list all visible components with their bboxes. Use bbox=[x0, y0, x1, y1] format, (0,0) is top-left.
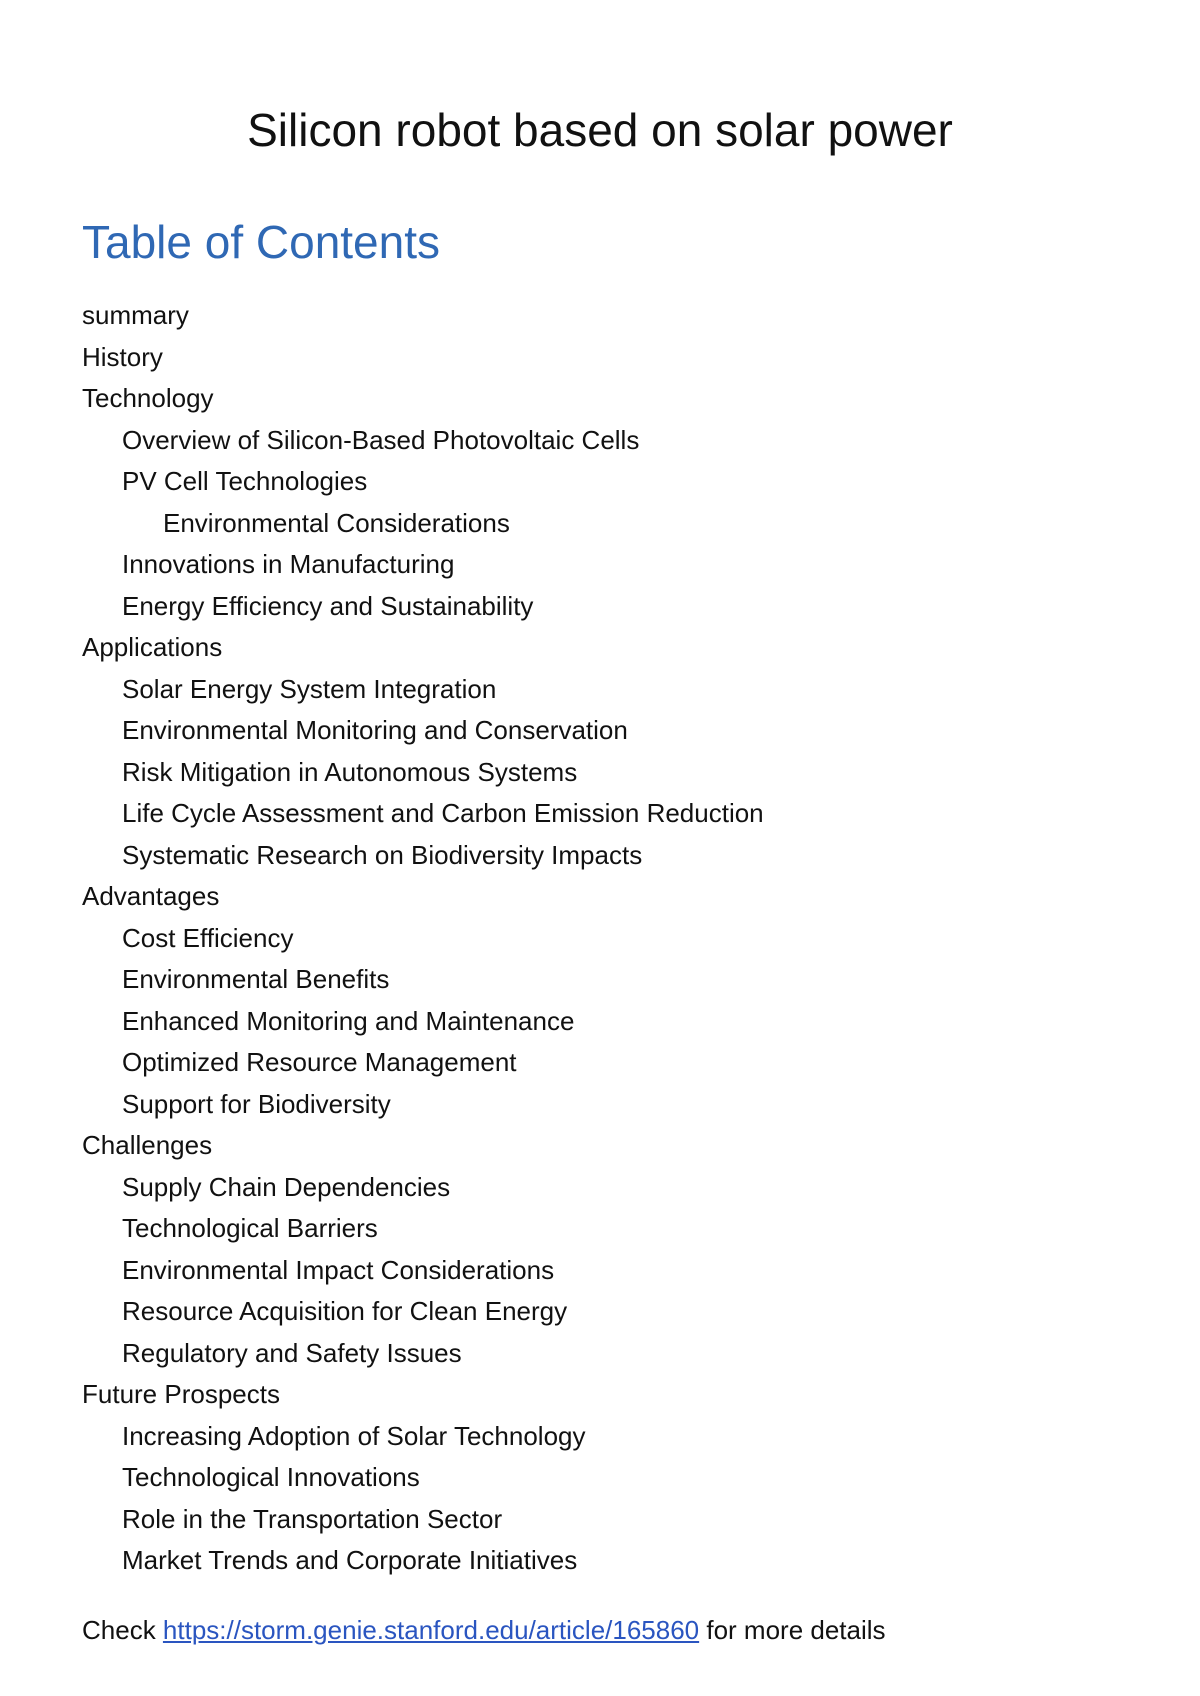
toc-item[interactable]: Environmental Impact Considerations bbox=[122, 1254, 555, 1285]
toc-item[interactable]: Energy Efficiency and Sustainability bbox=[122, 590, 534, 621]
toc-item[interactable]: Solar Energy System Integration bbox=[122, 673, 497, 704]
toc-heading: Table of Contents bbox=[82, 216, 441, 268]
toc-item[interactable]: Future Prospects bbox=[82, 1379, 280, 1409]
footer-suffix: for more details bbox=[699, 1615, 886, 1645]
article-link[interactable]: https://storm.genie.stanford.edu/article/165860 bbox=[162, 1615, 700, 1645]
toc-item[interactable]: Environmental Benefits bbox=[122, 964, 390, 994]
toc-item[interactable]: PV Cell Technologies bbox=[122, 466, 368, 496]
toc-item[interactable]: History bbox=[82, 341, 163, 372]
toc-item[interactable]: Role in the Transportation Sector bbox=[122, 1503, 503, 1534]
toc-item[interactable]: Environmental Monitoring and Conservation bbox=[122, 715, 628, 745]
footer-prefix: Check bbox=[82, 1615, 163, 1645]
toc-item[interactable]: Systematic Research on Biodiversity Impacts bbox=[122, 839, 643, 870]
toc-item[interactable]: Increasing Adoption of Solar Technology bbox=[122, 1420, 586, 1451]
toc-item[interactable]: Advantages bbox=[82, 881, 220, 911]
toc-list bbox=[82, 295, 764, 1582]
toc-item[interactable]: summary bbox=[82, 300, 189, 330]
toc-item[interactable]: Challenges bbox=[82, 1130, 213, 1160]
toc-item[interactable]: Overview of Silicon-Based Photovoltaic Cells bbox=[122, 424, 640, 455]
toc-item[interactable]: Risk Mitigation in Autonomous Systems bbox=[122, 756, 578, 787]
toc-item[interactable]: Market Trends and Corporate Initiatives bbox=[122, 1545, 578, 1575]
toc-item[interactable]: Optimized Resource Management bbox=[122, 1047, 517, 1077]
toc-item[interactable]: Cost Efficiency bbox=[122, 922, 294, 953]
toc-item[interactable]: Support for Biodiversity bbox=[122, 1088, 391, 1119]
toc-item[interactable]: Applications bbox=[82, 632, 223, 662]
toc-item[interactable]: Supply Chain Dependencies bbox=[122, 1171, 451, 1202]
toc-item[interactable]: Resource Acquisition for Clean Energy bbox=[122, 1296, 568, 1326]
toc-item[interactable]: Technology bbox=[82, 383, 214, 413]
toc-item[interactable]: Enhanced Monitoring and Maintenance bbox=[122, 1005, 575, 1036]
toc-item[interactable]: Regulatory and Safety Issues bbox=[122, 1337, 462, 1368]
document-title: Silicon robot based on solar power bbox=[247, 104, 953, 156]
toc-item[interactable]: Life Cycle Assessment and Carbon Emission Reduction bbox=[122, 798, 764, 828]
toc-item[interactable]: Environmental Considerations bbox=[163, 507, 510, 538]
toc-item[interactable]: Technological Innovations bbox=[122, 1462, 420, 1492]
footer-note bbox=[82, 1610, 886, 1650]
toc-item[interactable]: Technological Barriers bbox=[122, 1213, 378, 1243]
toc-item[interactable]: Innovations in Manufacturing bbox=[122, 549, 455, 579]
